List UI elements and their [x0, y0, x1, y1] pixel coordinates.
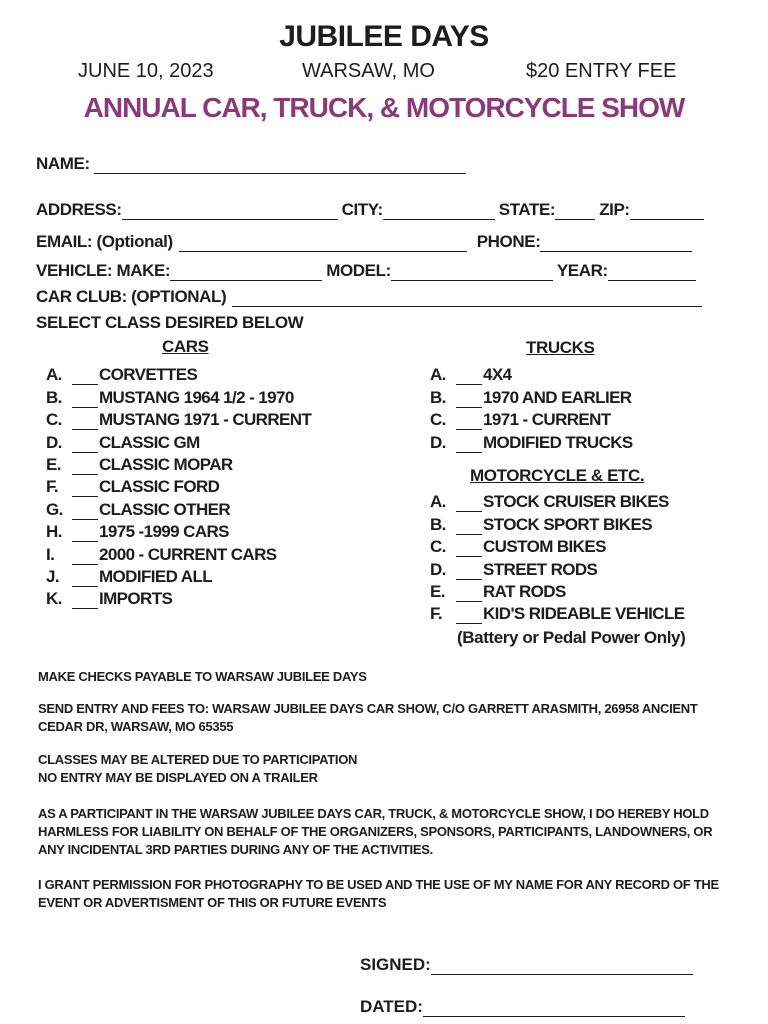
class-checkbox-blank[interactable]: [72, 370, 98, 385]
club-label: CAR CLUB: (OPTIONAL): [36, 287, 227, 306]
email-field[interactable]: [179, 236, 467, 252]
dated-label: DATED:: [360, 997, 423, 1016]
class-option[interactable]: [46, 520, 311, 542]
class-letter: K.: [46, 589, 62, 609]
class-checkbox-blank[interactable]: [456, 587, 482, 602]
class-checkbox-blank[interactable]: [72, 594, 98, 609]
phone-label: PHONE:: [476, 232, 541, 251]
class-letter: E.: [46, 454, 61, 474]
class-label: 4X4: [483, 365, 512, 385]
motorcycle-class-list: [430, 490, 684, 624]
class-label: CLASSIC MOPAR: [99, 454, 233, 474]
event-date: JUNE 10, 2023: [78, 60, 214, 82]
class-option[interactable]: [46, 385, 311, 407]
class-letter: F.: [46, 477, 59, 497]
class-checkbox-blank[interactable]: [72, 415, 98, 430]
state-label: STATE:: [498, 200, 556, 219]
class-checkbox-blank[interactable]: [72, 550, 98, 565]
class-letter: C.: [430, 410, 446, 430]
class-label: CLASSIC GM: [99, 432, 200, 452]
class-letter: B.: [46, 387, 62, 407]
entry-fee: $20 ENTRY FEE: [526, 60, 677, 82]
event-location: WARSAW, MO: [302, 60, 435, 82]
class-letter: B.: [430, 387, 446, 407]
motorcycle-heading: MOTORCYCLE & ETC.: [470, 466, 645, 485]
class-option[interactable]: [46, 363, 311, 385]
class-letter: A.: [430, 492, 446, 512]
motorcycle-note: (Battery or Pedal Power Only): [457, 628, 686, 647]
class-option[interactable]: [46, 475, 311, 497]
class-label: STOCK CRUISER BIKES: [483, 492, 669, 512]
class-option[interactable]: [430, 385, 633, 407]
class-label: MUSTANG 1964 1/2 - 1970: [99, 387, 294, 407]
club-field[interactable]: [232, 291, 702, 307]
address-row: [36, 200, 708, 220]
address-field[interactable]: [122, 204, 338, 220]
class-letter: E.: [430, 581, 445, 601]
no-trailer-text: NO ENTRY MAY BE DISPLAYED ON A TRAILER: [38, 770, 318, 785]
class-letter: F.: [430, 604, 443, 624]
class-checkbox-blank[interactable]: [456, 565, 482, 580]
class-label: CLASSIC OTHER: [99, 499, 231, 519]
year-field[interactable]: [608, 265, 696, 281]
city-label: CITY:: [341, 200, 383, 219]
class-letter: B.: [430, 514, 446, 534]
class-letter: I.: [46, 544, 55, 564]
cars-heading: CARS: [162, 337, 209, 356]
class-option[interactable]: [46, 408, 311, 430]
class-option[interactable]: [430, 363, 633, 385]
class-checkbox-blank[interactable]: [456, 542, 482, 557]
model-label: MODEL:: [326, 261, 391, 280]
class-letter: C.: [430, 537, 446, 557]
class-option[interactable]: [430, 512, 684, 534]
class-letter: J.: [46, 566, 59, 586]
class-label: CLASSIC FORD: [99, 477, 220, 497]
class-option[interactable]: [46, 565, 311, 587]
make-label: VEHICLE: MAKE:: [36, 261, 171, 280]
class-letter: A.: [430, 365, 446, 385]
class-checkbox-blank[interactable]: [456, 609, 482, 624]
class-option[interactable]: [430, 490, 684, 512]
liability-waiver-text: AS A PARTICIPANT IN THE WARSAW JUBILEE DAYS CAR, TRUCK, & MOTORCYCLE SHOW, I DO HEREBY HOLD HARMLESS FOR LIABILITY ON BEHALF OF THE ORGANIZERS, SPONSORS, PARTICIPANTS, LANDOWNERS, OR ANY INCIDENTAL 3RD PARTIES DURING ANY OF THE ACTIVITIES.: [38, 806, 713, 857]
email-label: EMAIL: (Optional): [36, 232, 173, 251]
address-label: ADDRESS:: [36, 200, 122, 219]
class-option[interactable]: [430, 557, 684, 579]
zip-field[interactable]: [630, 204, 704, 220]
model-field[interactable]: [391, 265, 553, 281]
email-row: [36, 232, 696, 252]
class-letter: C.: [46, 410, 62, 430]
class-label: 1975 -1999 CARS: [99, 522, 229, 542]
class-checkbox-blank[interactable]: [72, 438, 98, 453]
class-checkbox-blank[interactable]: [456, 370, 482, 385]
class-label: STREET RODS: [483, 559, 598, 579]
photo-permission-text: I GRANT PERMISSION FOR PHOTOGRAPHY TO BE USED AND THE USE OF MY NAME FOR ANY RECORD OF THE EVENT OR ADVERTISMENT OF THIS OR FUTURE EVENTS: [38, 877, 719, 910]
class-checkbox-blank[interactable]: [456, 393, 482, 408]
class-label: 1970 AND EARLIER: [483, 387, 632, 407]
class-label: 2000 - CURRENT CARS: [99, 544, 277, 564]
class-label: KID'S RIDEABLE VEHICLE: [483, 604, 685, 624]
class-option[interactable]: [46, 453, 311, 475]
name-field[interactable]: [94, 158, 466, 174]
page-title: JUBILEE DAYS: [279, 20, 489, 53]
class-label: CUSTOM BIKES: [483, 537, 606, 557]
checks-payable-text: MAKE CHECKS PAYABLE TO WARSAW JUBILEE DAYS: [38, 669, 367, 684]
class-letter: D.: [430, 432, 446, 452]
class-checkbox-blank[interactable]: [72, 393, 98, 408]
cars-class-list: [46, 363, 311, 609]
send-entry-text: SEND ENTRY AND FEES TO: WARSAW JUBILEE DAYS CAR SHOW, C/O GARRETT ARASMITH, 26958 ANCIENT CEDAR DR, WARSAW, MO 65355: [38, 701, 698, 734]
class-option[interactable]: [46, 542, 311, 564]
signed-label: SIGNED:: [360, 955, 431, 974]
club-row: [36, 287, 706, 307]
class-option[interactable]: [430, 430, 633, 452]
class-label: MUSTANG 1971 - CURRENT: [99, 410, 312, 430]
class-option[interactable]: [46, 497, 311, 519]
name-label: NAME:: [36, 154, 90, 173]
class-label: CORVETTES: [99, 365, 198, 385]
class-checkbox-blank[interactable]: [72, 482, 98, 497]
class-checkbox-blank[interactable]: [456, 497, 482, 512]
class-letter: G.: [46, 499, 63, 519]
class-label: RAT RODS: [483, 581, 566, 601]
select-class-instructions: SELECT CLASS DESIRED BELOW: [36, 313, 304, 332]
make-field[interactable]: [170, 265, 322, 281]
class-label: MODIFIED ALL: [99, 566, 213, 586]
class-checkbox-blank[interactable]: [72, 527, 98, 542]
class-letter: A.: [46, 365, 62, 385]
class-checkbox-blank[interactable]: [72, 572, 98, 587]
class-checkbox-blank[interactable]: [456, 415, 482, 430]
state-field[interactable]: [555, 204, 595, 220]
show-subtitle: ANNUAL CAR, TRUCK, & MOTORCYCLE SHOW: [83, 92, 685, 123]
dated-row: [360, 997, 689, 1017]
class-option[interactable]: [430, 602, 684, 624]
trucks-heading: TRUCKS: [526, 338, 595, 357]
classes-altered-text: CLASSES MAY BE ALTERED DUE TO PARTICIPATION: [38, 752, 358, 767]
name-row: [36, 154, 470, 174]
class-letter: H.: [46, 522, 62, 542]
class-checkbox-blank[interactable]: [72, 460, 98, 475]
signature-field[interactable]: [431, 959, 693, 975]
class-label: IMPORTS: [99, 589, 173, 609]
date-field[interactable]: [423, 1001, 685, 1017]
trucks-class-list: [430, 363, 633, 453]
class-option[interactable]: [430, 408, 633, 430]
year-label: YEAR:: [556, 261, 608, 280]
class-option[interactable]: [430, 535, 684, 557]
class-label: STOCK SPORT BIKES: [483, 514, 652, 534]
class-letter: D.: [430, 559, 446, 579]
vehicle-row: [36, 261, 700, 281]
class-option[interactable]: [46, 587, 311, 609]
zip-label: ZIP:: [599, 200, 630, 219]
class-label: MODIFIED TRUCKS: [483, 432, 633, 452]
class-checkbox-blank[interactable]: [456, 520, 482, 535]
class-option[interactable]: [430, 580, 684, 602]
class-letter: D.: [46, 432, 62, 452]
class-checkbox-blank[interactable]: [456, 438, 482, 453]
class-label: 1971 - CURRENT: [483, 410, 611, 430]
class-checkbox-blank[interactable]: [72, 505, 98, 520]
phone-field[interactable]: [540, 236, 692, 252]
class-option[interactable]: [46, 430, 311, 452]
signed-row: [360, 955, 697, 975]
city-field[interactable]: [383, 204, 495, 220]
